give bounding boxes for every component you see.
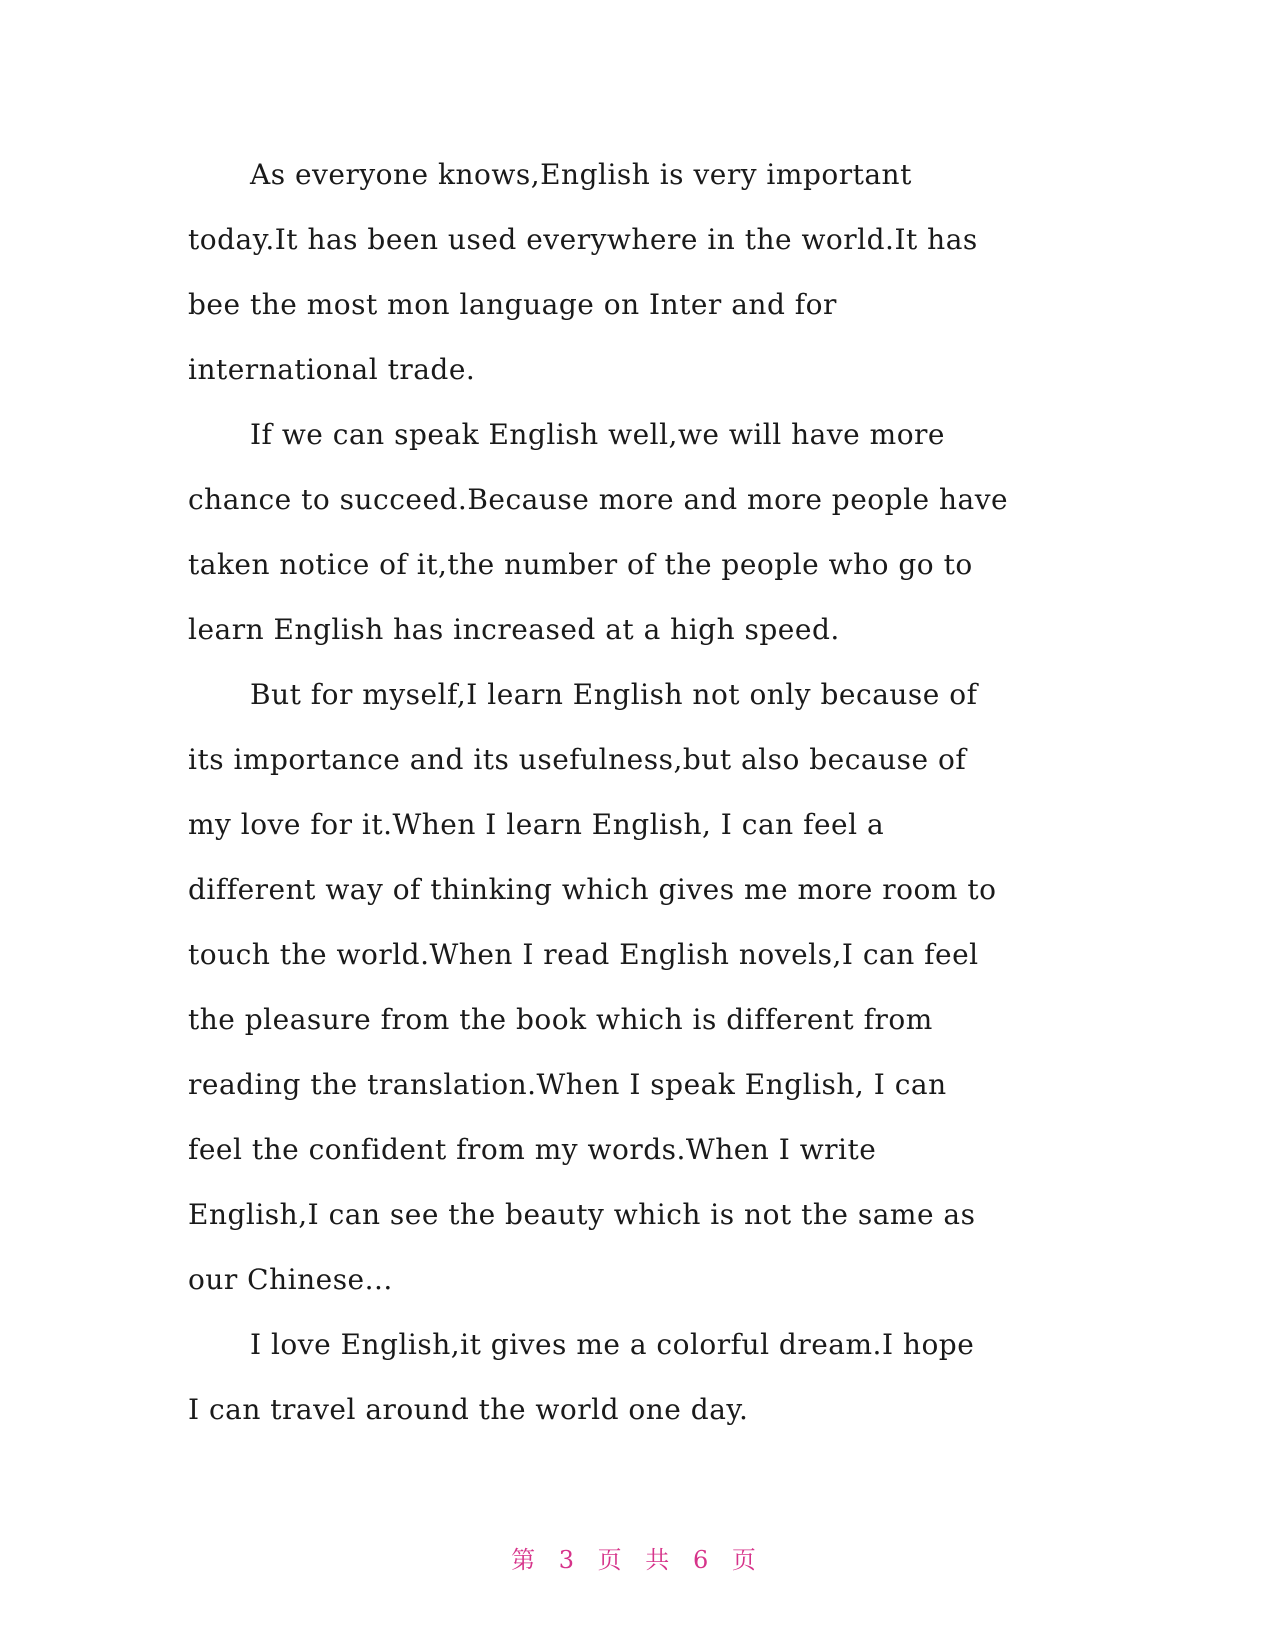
text-line: today.It has been used everywhere in the world.It has xyxy=(188,223,978,256)
text-line: our Chinese... xyxy=(188,1263,393,1296)
text-line: English,I can see the beauty which is not the same as xyxy=(188,1198,976,1231)
paragraph xyxy=(188,662,1088,1312)
text-line: If we can speak English well,we will have more xyxy=(250,418,945,451)
text-line: chance to succeed.Because more and more people have xyxy=(188,483,1009,516)
paragraph xyxy=(188,142,1088,402)
text-line: international trade. xyxy=(188,353,476,386)
text-line: reading the translation.When I speak English, I can xyxy=(188,1068,947,1101)
text-line: my love for it.When I learn English, I can feel a xyxy=(188,808,885,841)
page-number-footer: 第 3 页 共 6 页 xyxy=(511,1546,764,1574)
text-line: I can travel around the world one day. xyxy=(188,1393,749,1426)
paragraph xyxy=(188,1312,1088,1442)
paragraph xyxy=(188,402,1088,662)
text-line: As everyone knows,English is very important xyxy=(250,158,912,191)
text-line: its importance and its usefulness,but also because of xyxy=(188,743,967,776)
text-line: I love English,it gives me a colorful dream.I hope xyxy=(250,1328,975,1361)
text-line: different way of thinking which gives me more room to xyxy=(188,873,997,906)
text-line: the pleasure from the book which is different from xyxy=(188,1003,933,1036)
text-line: feel the confident from my words.When I write xyxy=(188,1133,877,1166)
text-line: touch the world.When I read English novels,I can feel xyxy=(188,938,979,971)
essay-body xyxy=(188,142,1088,1442)
text-line: taken notice of it,the number of the people who go to xyxy=(188,548,973,581)
text-line: But for myself,I learn English not only because of xyxy=(250,678,978,711)
text-line: bee the most mon language on Inter and for xyxy=(188,288,837,321)
text-line: learn English has increased at a high speed. xyxy=(188,613,840,646)
